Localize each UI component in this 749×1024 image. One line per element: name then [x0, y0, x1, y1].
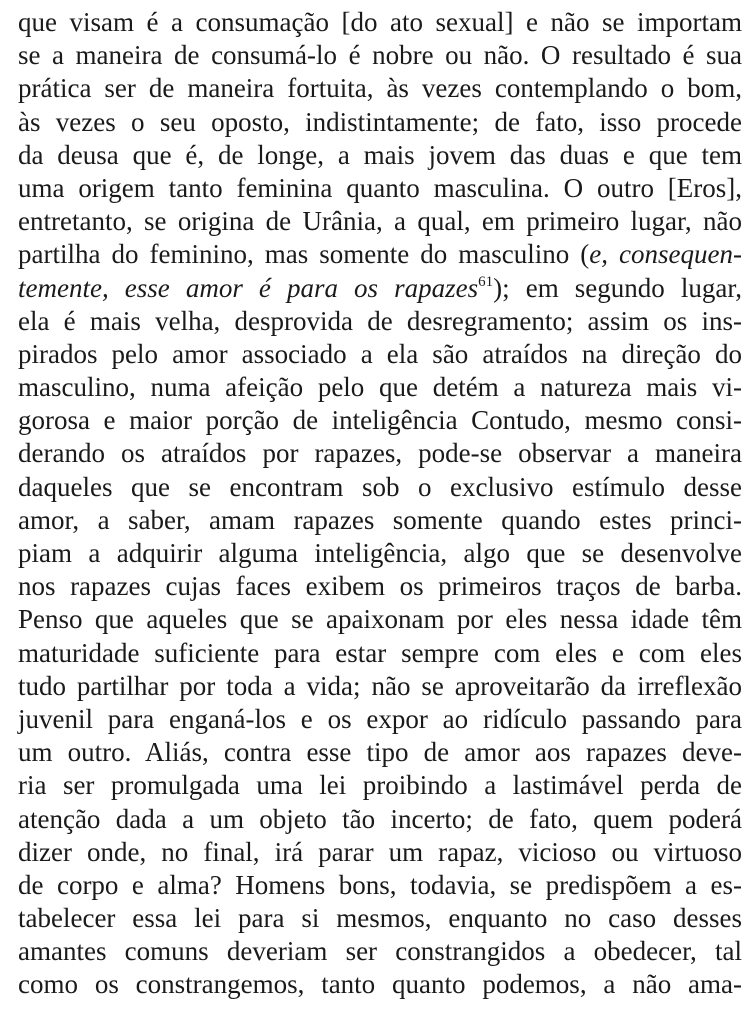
text-line: uma origem tanto feminina quanto masculina. O outro [Eros], — [18, 172, 742, 203]
text-line: amor, a saber, amam rapazes somente quando estes princi- — [18, 504, 742, 535]
text-line — [18, 272, 742, 305]
text-line: masculino, numa afeição pelo que detém a natureza mais vi- — [18, 372, 742, 403]
text-line: juvenil para enganá-los e os expor ao ridículo passando para — [18, 703, 742, 734]
text-line: nos rapazes cujas faces exibem os primeiros traços de barba. — [18, 571, 742, 602]
text-line: um outro. Aliás, contra esse tipo de amor aos rapazes deve- — [18, 737, 742, 768]
text-line: atenção dada a um objeto tão incerto; de fato, quem poderá — [18, 803, 742, 834]
text-line: dizer onde, no final, irá parar um rapaz, vicioso ou virtuoso — [18, 836, 742, 867]
italic-text: e, consequen- — [589, 239, 743, 270]
text-line: gorosa e maior porção de inteligência Contudo, mesmo consi- — [18, 405, 742, 436]
text-line: derando os atraídos por rapazes, pode-se observar a maneira — [18, 438, 742, 469]
text-run: ); em segundo lugar, — [493, 272, 742, 303]
text-line: daqueles que se encontram sob o exclusivo estímulo desse — [18, 471, 742, 502]
text-line: ela é mais velha, desprovida de desregramento; assim os ins- — [18, 305, 742, 336]
text-line — [18, 238, 742, 271]
text-line: de corpo e alma? Homens bons, todavia, se predispõem a es- — [18, 869, 742, 900]
text-line: da deusa que é, de longe, a mais jovem das duas e que tem — [18, 139, 742, 170]
text-line: entretanto, se origina de Urânia, a qual, em primeiro lugar, não — [18, 206, 742, 237]
text-line: às vezes o seu oposto, indistintamente; de fato, isso procede — [18, 106, 742, 137]
text-line: Penso que aqueles que se apaixonam por eles nessa idade têm — [18, 604, 742, 635]
text-line: se a maneira de consumá-lo é nobre ou não. O resultado é sua — [18, 40, 742, 71]
text-line: maturidade suficiente para estar sempre com eles e com eles — [18, 637, 742, 668]
footnote-marker[interactable]: 61 — [478, 273, 494, 290]
text-line: pirados pelo amor associado a ela são atraídos na direção do — [18, 338, 742, 369]
text-line: ria ser promulgada uma lei proibindo a lastimável perda de — [18, 770, 742, 801]
text-line: como os constrangemos, tanto quanto podemos, a não ama- — [18, 969, 742, 1000]
italic-text: temente, esse amor é para os rapazes — [18, 272, 479, 303]
text-line: amantes comuns deveriam ser constrangidos a obedecer, tal — [18, 936, 742, 967]
body-text — [18, 6, 742, 1002]
text-line: tudo partilhar por toda a vida; não se aproveitarão da irreflexão — [18, 670, 742, 701]
text-line: tabelecer essa lei para si mesmos, enquanto no caso desses — [18, 903, 742, 934]
text-run: partilha do feminino, mas somente do masculino ( — [18, 239, 590, 270]
text-line: piam a adquirir alguma inteligência, algo que se desenvolve — [18, 538, 742, 568]
text-line: que visam é a consumação [do ato sexual] e não se importam — [18, 7, 742, 37]
text-line: prática ser de maneira fortuita, às vezes contemplando o bom, — [18, 73, 742, 104]
